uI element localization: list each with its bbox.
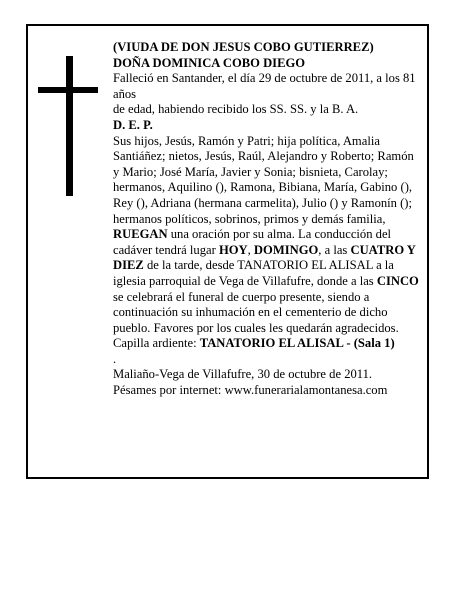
capilla-line: Capilla ardiente: TANATORIO EL ALISAL - (Sala 1) (113, 336, 395, 351)
family-paragraph: Sus hijos, Jesús, Ramón y Patri; hija política, Amalia Santiáñez; nietos, Jesús, Raúl, Alejandro y Roberto; Ramón y Mario; José María, Javier y Sonia; bisnieta, Carolay; hermanos, Aquilino (), Ramona, Bibiana, María, Gabino (), Rey (), Adriana (hermana carmelita), Julio () y Ramonín (); hermanos políticos, sobrinos, primos y demás familia, (113, 133, 414, 226)
ceremony-paragraph: RUEGAN una oración por su alma. La conducción del cadáver tendrá lugar HOY, DOMINGO, a las CUATRO Y DIEZ de la tarde, desde TANATORIO EL ALISAL a la iglesia parroquial de Vega de Villafufre, donde a las CINCO se celebrará el funeral de cuerpo presente, siendo a continuación su inhumación en el cementerio de dicho pueblo. Favores por los cuales les quedarán agradecidos. (113, 227, 419, 335)
cinco: CINCO (376, 273, 419, 288)
place-date: Maliaño-Vega de Villafufre, 30 de octubre de 2011. (113, 367, 373, 382)
death-line-2: de edad, habiendo recibido los SS. SS. y la B. A. (113, 102, 359, 117)
cross-icon-bar (38, 87, 98, 93)
rip: D. E. P. (113, 117, 153, 132)
internet-condolences: Pésames por internet: www.funerarialamontanesa.com (113, 383, 388, 398)
domingo: DOMINGO (253, 242, 319, 257)
hoy: HOY (218, 242, 248, 257)
obituary-text (113, 40, 423, 399)
ruegan: RUEGAN (113, 227, 168, 242)
death-line: Falleció en Santander, el día 29 de octubre de 2011, a los 81 años (113, 71, 416, 101)
capilla-value: TANATORIO EL ALISAL - (Sala 1) (199, 336, 395, 351)
deceased-name: DOÑA DOMINICA COBO DIEGO (113, 55, 306, 70)
widow-header: (VIUDA DE DON JESUS COBO GUTIERREZ) (113, 40, 374, 54)
cross-icon (66, 56, 73, 196)
hora: CUATRO Y DIEZ (113, 242, 416, 273)
capilla-tail: . (113, 351, 117, 366)
